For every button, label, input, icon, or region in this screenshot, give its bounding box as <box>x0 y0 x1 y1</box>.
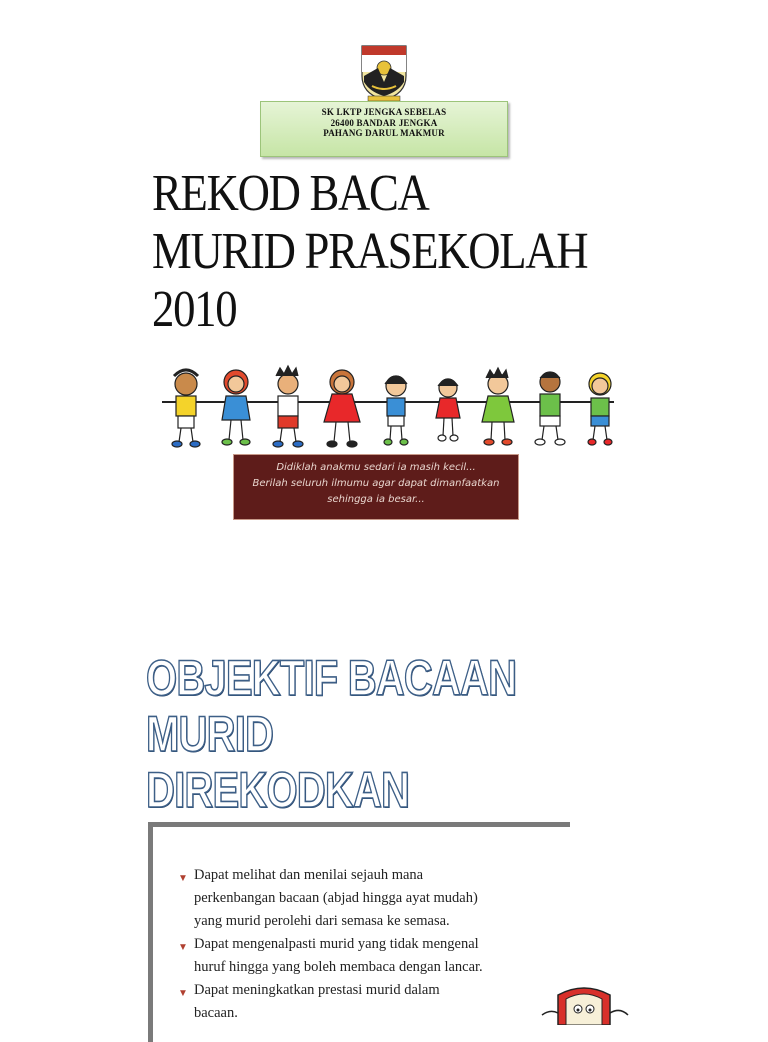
title-line-1: REKOD BACA <box>152 165 429 222</box>
title-line-2: MURID PRASEKOLAH <box>152 223 588 280</box>
school-state-line: PAHANG DARUL MAKMUR <box>323 128 445 138</box>
child-figure <box>436 379 460 441</box>
arrow-bullet-icon: ▼ <box>178 873 188 884</box>
arrow-bullet-icon: ▼ <box>178 988 188 999</box>
child-figure <box>482 368 514 445</box>
quote-line-2: Berilah seluruh ilmumu agar dapat dimanfaatkan <box>252 478 500 489</box>
objectives-list <box>176 864 556 1025</box>
list-item: ▼ Dapat meningkatkan prestasi murid dalam bacaan. <box>178 982 440 1021</box>
school-name-line: SK LKTP JENGKA SEBELAS <box>321 107 447 117</box>
title-line-3: 2010 <box>152 281 237 338</box>
quote-box <box>233 454 519 520</box>
objective-heading <box>146 650 644 818</box>
objective-line-1: OBJEKTIF BACAAN MURID <box>146 650 517 762</box>
children-illustration <box>152 362 624 452</box>
child-figure <box>324 370 360 447</box>
child-figure <box>588 373 612 445</box>
book-character-icon <box>538 985 630 1025</box>
quote-line-3: sehingga ia besar... <box>327 494 425 505</box>
child-figure <box>222 370 250 445</box>
list-item: ▼ Dapat mengenalpasti murid yang tidak mengenal huruf hingga yang boleh membaca dengan lancar. <box>178 936 483 975</box>
child-figure <box>172 370 200 447</box>
objective-line-2: DIREKODKAN <box>146 762 410 818</box>
arrow-bullet-icon: ▼ <box>178 942 188 953</box>
quote-line-1: Didiklah anakmu sedari ia masih kecil... <box>276 462 476 473</box>
child-figure <box>535 372 565 445</box>
child-figure <box>273 366 303 447</box>
school-crest-logo <box>358 42 410 102</box>
school-address-line: 26400 BANDAR JENGKA <box>330 117 438 128</box>
school-name-box <box>260 101 508 157</box>
child-figure <box>384 376 408 445</box>
main-title <box>152 165 587 339</box>
list-item: ▼ Dapat melihat dan menilai sejauh mana perkenbangan bacaan (abjad hingga ayat mudah) yang murid perolehi dari semasa ke semasa. <box>178 867 478 929</box>
